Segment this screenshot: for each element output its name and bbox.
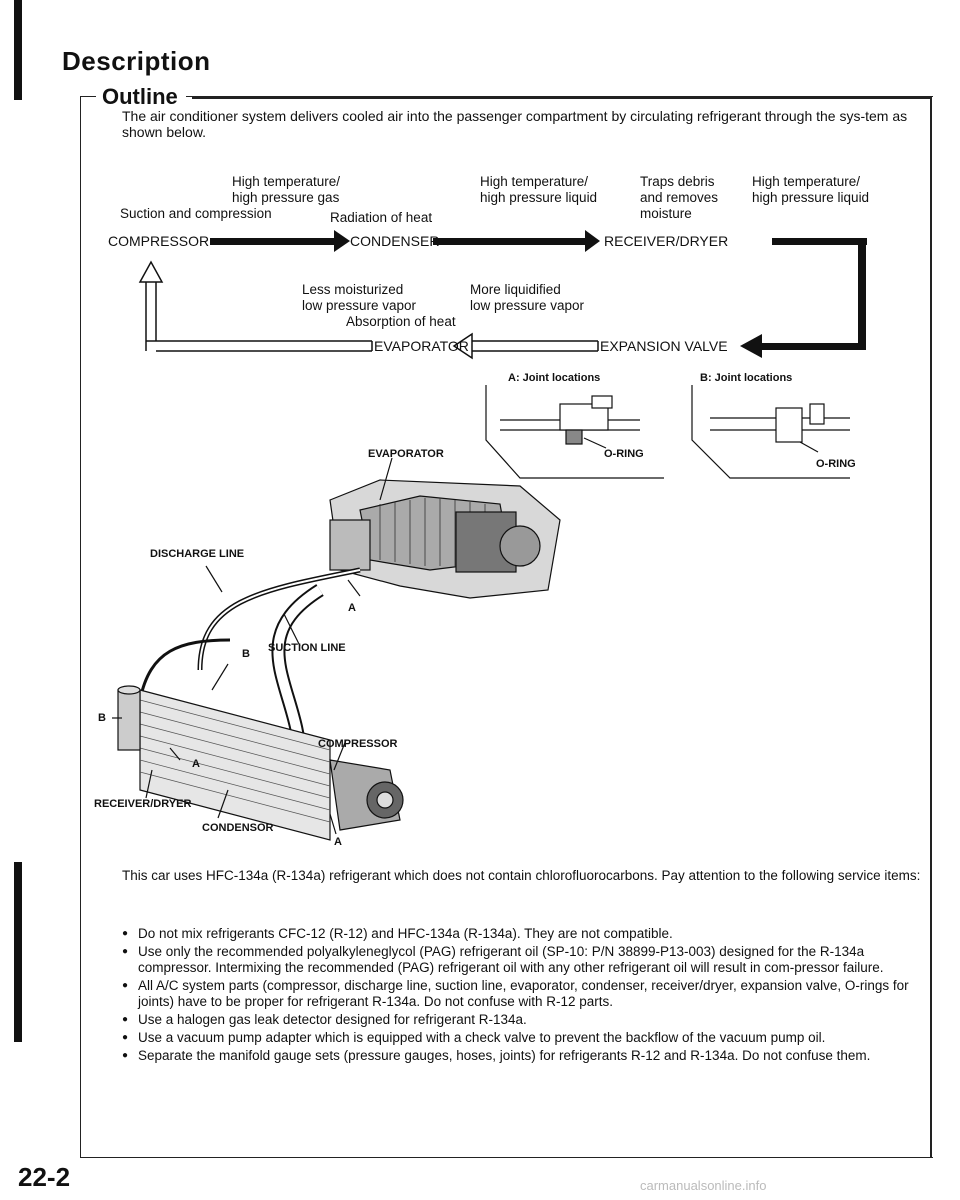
service-item: ● Separate the manifold gauge sets (pressure gauges, hoses, joints) for refrigerants R-12 and R-134a. Do not confuse them.: [122, 1048, 924, 1064]
flow-node-receiver: RECEIVER/DRYER: [604, 233, 729, 249]
label-discharge-line: DISCHARGE LINE: [150, 548, 245, 560]
label-compressor: COMPRESSOR: [318, 738, 398, 750]
margin-bar-middle: [14, 862, 22, 1042]
flow-note-less-2: low pressure vapor: [302, 298, 417, 313]
service-item: ● Use a halogen gas leak detector designed for refrigerant R-134a.: [122, 1012, 924, 1028]
flow-note-hp-liquid-b-2: high pressure liquid: [752, 190, 870, 205]
service-intro: This car uses HFC-134a (R-134a) refrigerant which does not contain chlorofluorocarbons. Pay attention to the following service items:: [122, 868, 921, 883]
service-item: ● All A/C system parts (compressor, discharge line, suction line, evaporator, condenser, receiver/dryer, expansion valve, O-rings for joints) have to be proper for refrigerant R-134a. Do not confuse with R-12 parts.: [122, 978, 924, 1010]
joint-detail-a: [486, 385, 664, 478]
flow-note-hp-gas-1: High temperature/: [232, 174, 341, 189]
joint-a-oring: O-RING: [604, 448, 644, 460]
label-joint-b-2: B: [98, 712, 106, 724]
label-receiver-dryer: RECEIVER/DRYER: [94, 798, 192, 810]
flow-node-expansion-valve: EXPANSION VALVE: [600, 338, 728, 354]
label-joint-a-2: A: [192, 758, 200, 770]
flow-note-hp-liquid-a-1: High temperature/: [480, 174, 589, 189]
intro-paragraph: The air conditioner system delivers cooled air into the passenger compartment by circulating refrigerant through the sys-tem as shown below.: [122, 108, 908, 140]
flow-node-evaporator: EVAPORATOR: [374, 338, 469, 354]
label-joint-a-3: A: [334, 836, 342, 848]
flow-note-hp-liquid-a-2: high pressure liquid: [480, 190, 598, 205]
flow-node-condenser: CONDENSER: [350, 233, 440, 249]
joint-b-title: B: Joint locations: [700, 372, 793, 384]
flow-note-hp-liquid-b-1: High temperature/: [752, 174, 861, 189]
page-title: Description: [62, 46, 211, 76]
label-suction-line: SUCTION LINE: [268, 642, 346, 654]
watermark: carmanualsonline.info: [640, 1178, 767, 1193]
section-heading: Outline: [96, 84, 186, 110]
flow-note-traps-2: and removes: [640, 190, 719, 205]
service-item: ● Use only the recommended polyalkyleneglycol (PAG) refrigerant oil (SP-10: P/N 38899-P13-003) designed for the R-134a compressor. Intermixing the recommended (PAG) refrigerant oil with any other refrigerant oil will result in com-pressor failure.: [122, 944, 924, 976]
label-joint-b-1: B: [242, 648, 250, 660]
flow-note-suction: Suction and compression: [120, 206, 272, 221]
label-joint-a-1: A: [348, 602, 356, 614]
flow-note-more-2: low pressure vapor: [470, 298, 585, 313]
service-item: ● Use a vacuum pump adapter which is equipped with a check valve to prevent the backflow of the vacuum pump oil.: [122, 1030, 924, 1046]
service-items-list: [122, 926, 924, 1066]
flow-note-more-1: More liquidified: [470, 282, 561, 297]
compressor-unit: [330, 760, 403, 830]
joint-b-oring: O-RING: [816, 458, 856, 470]
flow-note-less-1: Less moisturized: [302, 282, 404, 297]
flow-note-radiation: Radiation of heat: [330, 210, 433, 225]
service-item: ● Do not mix refrigerants CFC-12 (R-12) and HFC-134a (R-134a). They are not compatible.: [122, 926, 924, 942]
evaporator-unit: [330, 480, 560, 598]
label-evaporator: EVAPORATOR: [368, 448, 444, 460]
flow-note-traps-1: Traps debris: [640, 174, 715, 189]
joint-a-title: A: Joint locations: [508, 372, 601, 384]
page-number: 22-2: [18, 1162, 71, 1192]
flow-node-compressor: COMPRESSOR: [108, 233, 210, 249]
flow-note-absorption: Absorption of heat: [346, 314, 456, 329]
flow-note-hp-gas-2: high pressure gas: [232, 190, 340, 205]
flow-note-traps-3: moisture: [640, 206, 692, 221]
condenser-unit: [140, 690, 330, 840]
label-condensor: CONDENSOR: [202, 822, 274, 834]
